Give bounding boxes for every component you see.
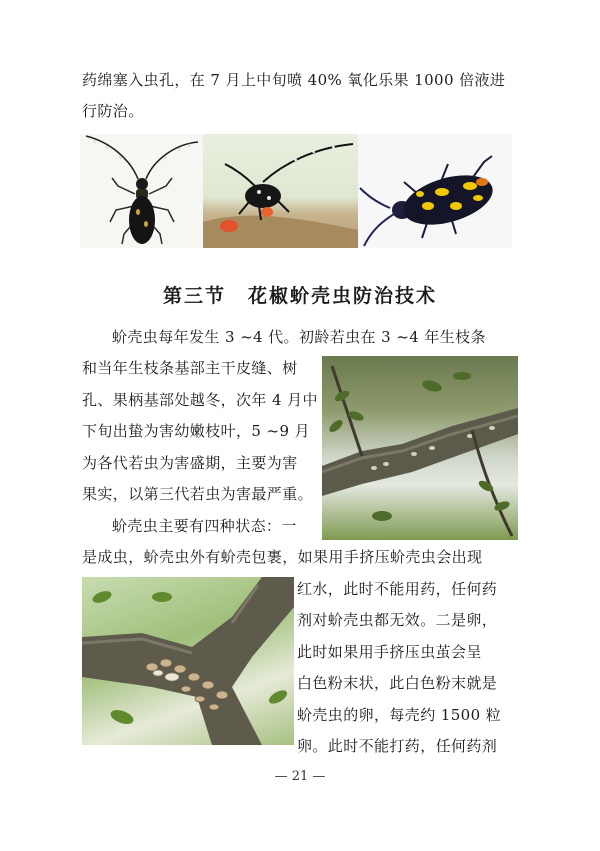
para1-line-1: 蚧壳虫每年发生 3 ~4 代。初龄若虫在 3 ~4 年生枝条 [112, 328, 486, 346]
section-title: 花椒蚧壳虫防治技术 [248, 285, 438, 307]
top-line-2: 行防治。 [82, 102, 144, 120]
para1-line-4: 下旬出蛰为害幼嫩枝叶，5 ~9 月 [82, 422, 310, 440]
section-heading [0, 281, 600, 308]
page-number: — 21 — [274, 769, 326, 784]
para2-line-4: 剂对蚧壳虫都无效。二是卵， [297, 611, 498, 629]
para1-line-6: 果实，以第三代若虫为害最严重。 [82, 485, 314, 503]
para2-line-8: 卵。此时不能打药，任何药剂 [297, 737, 498, 755]
beetle-photo-3 [358, 134, 512, 248]
para2-line-7: 蚧壳虫的卵，每壳约 1500 粒 [297, 706, 502, 724]
scale-insect-trunk-photo [82, 577, 294, 745]
section-number: 第三节 [162, 285, 226, 307]
top-line-1: 药绵塞入虫孔，在 7 月上中旬喷 40% 氧化乐果 1000 倍液进 [82, 71, 506, 89]
para2-line-1: 蚧壳虫主要有四种状态：一 [112, 517, 297, 535]
para2-line-3: 红水，此时不能用药，任何药 [297, 580, 498, 598]
para2-line-2: 是成虫，蚧壳虫外有蚧壳包裹，如果用手挤压蚧壳虫会出现 [82, 548, 483, 566]
para1-line-3: 孔、果柄基部处越冬，次年 4 月中 [82, 391, 318, 409]
beetle-photo-2 [203, 134, 358, 248]
para2-line-5: 此时如果用手挤压虫茧会呈 [297, 643, 482, 661]
beetle-photo-1 [80, 134, 203, 248]
para2-line-6: 白色粉末状，此白色粉末就是 [297, 674, 498, 692]
para1-line-5: 为各代若虫为害盛期，主要为害 [82, 454, 298, 472]
para1-line-2: 和当年生枝条基部主干皮缝、树 [82, 359, 298, 377]
scale-insect-branch-photo [322, 356, 518, 540]
